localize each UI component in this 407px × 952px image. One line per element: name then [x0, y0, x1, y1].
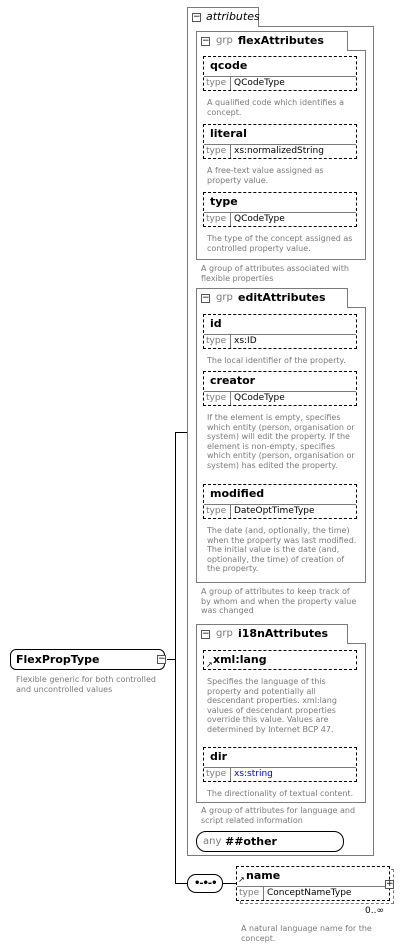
- element-description: A natural language name for the concept.: [241, 924, 372, 943]
- attribute-id[interactable]: [203, 314, 357, 349]
- type-label: type: [204, 77, 231, 90]
- any-other-wildcard[interactable]: [196, 831, 344, 852]
- attribute-dir[interactable]: [203, 747, 357, 782]
- attribute-name: xml:lang: [213, 653, 267, 666]
- group-description: A group of attributes to keep track of by whom and when the property value was changed: [201, 587, 357, 615]
- attribute-description: The local identifier of the property.: [207, 356, 346, 365]
- type-label: type: [204, 505, 231, 518]
- type-label: type: [237, 887, 264, 900]
- type-label: type: [204, 768, 231, 781]
- attribute-name: qcode: [210, 59, 248, 72]
- group-title: flexAttributes: [238, 34, 324, 47]
- group-keyword: grp: [216, 35, 233, 46]
- occurrence-label: 0..∞: [365, 906, 384, 916]
- attribute-description: The date (and, optionally, the time) when the property was last modified. The initial value is the date (and, optionally, the time) of creation of the property.: [207, 526, 357, 573]
- attribute-description: A qualified code which identifies a concept.: [207, 98, 345, 117]
- type-row: [204, 334, 356, 348]
- attribute-description: The directionality of textual content.: [207, 789, 354, 798]
- type-row: [237, 886, 389, 900]
- attribute-creator[interactable]: [203, 371, 357, 406]
- root-description: Flexible generic for both controlled and uncontrolled values: [16, 675, 156, 694]
- type-row: [204, 76, 356, 90]
- reference-arrow-icon: ↗: [206, 660, 213, 669]
- attribute-name: creator: [210, 374, 256, 387]
- attribute-description: If the element is empty, specifies which entity (person, organisation or system) will edit the property. If the element is non-empty, specifies which entity (person, organisation or system) has edited the property.: [207, 413, 355, 470]
- type-row: [204, 767, 356, 781]
- any-keyword: any: [203, 836, 222, 847]
- group-keyword: grp: [216, 628, 233, 639]
- root-type-box[interactable]: [10, 649, 165, 670]
- element-name-label: name: [246, 869, 281, 882]
- type-row: [204, 144, 356, 158]
- attribute-description: The type of the concept assigned as controlled property value.: [207, 234, 353, 253]
- group-title: i18nAttributes: [238, 627, 329, 640]
- collapse-icon[interactable]: −: [158, 654, 166, 664]
- any-label: ##other: [225, 835, 277, 848]
- type-value[interactable]: DateOptTimeType: [234, 506, 315, 516]
- collapse-icon[interactable]: −: [193, 12, 201, 22]
- type-value[interactable]: xs:ID: [234, 336, 257, 346]
- connector-line: [175, 432, 176, 884]
- group-description: A group of attributes associated with flexible properties: [201, 264, 349, 283]
- type-row: [204, 504, 356, 518]
- attribute-qcode[interactable]: [203, 56, 357, 91]
- group-keyword: grp: [216, 292, 233, 303]
- connector-line: [175, 883, 187, 884]
- attribute-literal[interactable]: [203, 124, 357, 159]
- connector-line: [175, 432, 187, 433]
- attribute-modified[interactable]: [203, 484, 357, 519]
- type-value-link[interactable]: xs:string: [234, 769, 273, 779]
- type-value[interactable]: xs:normalizedString: [234, 146, 324, 156]
- collapse-icon[interactable]: −: [202, 629, 210, 639]
- sequence-compositor[interactable]: [187, 874, 223, 893]
- group-title: editAttributes: [238, 291, 326, 304]
- group-description: A group of attributes for language and script related information: [201, 806, 356, 825]
- type-value[interactable]: QCodeType: [234, 393, 285, 403]
- reference-arrow-icon: ↗: [238, 875, 245, 884]
- type-value[interactable]: QCodeType: [234, 214, 285, 224]
- attribute-name: type: [210, 195, 238, 208]
- expand-icon[interactable]: +: [386, 879, 394, 889]
- type-value[interactable]: QCodeType: [234, 78, 285, 88]
- attribute-description: Specifies the language of this property and potentially all descendant properties. xml:lang values of descendant properties override this value. Values are determined by Internet BCP 47.: [207, 677, 337, 734]
- type-label: type: [204, 213, 231, 226]
- type-value[interactable]: ConceptNameType: [267, 888, 352, 898]
- root-type-name: FlexPropType: [16, 653, 100, 666]
- attributes-header: [187, 7, 259, 27]
- attribute-type[interactable]: [203, 192, 357, 227]
- attributes-label: attributes: [206, 10, 260, 23]
- group-i18nattributes-header: [196, 624, 348, 644]
- type-label: type: [204, 335, 231, 348]
- attribute-xml-lang[interactable]: [203, 650, 357, 670]
- attribute-description: A free-text value assigned as property value.: [207, 166, 324, 185]
- sequence-icon: •-•-•: [194, 878, 217, 889]
- type-label: type: [204, 145, 231, 158]
- type-label: type: [204, 392, 231, 405]
- collapse-icon[interactable]: −: [202, 36, 210, 46]
- group-editattributes-header: [196, 288, 348, 308]
- attribute-name: dir: [210, 750, 228, 763]
- attribute-name: id: [210, 317, 222, 330]
- attribute-name: modified: [210, 487, 265, 500]
- collapse-icon[interactable]: −: [202, 293, 210, 303]
- type-row: [204, 391, 356, 405]
- attribute-name: literal: [210, 127, 247, 140]
- connector-line: [167, 659, 175, 660]
- type-row: [204, 212, 356, 226]
- group-flexattributes-header: [196, 31, 348, 51]
- element-name[interactable]: [236, 866, 394, 901]
